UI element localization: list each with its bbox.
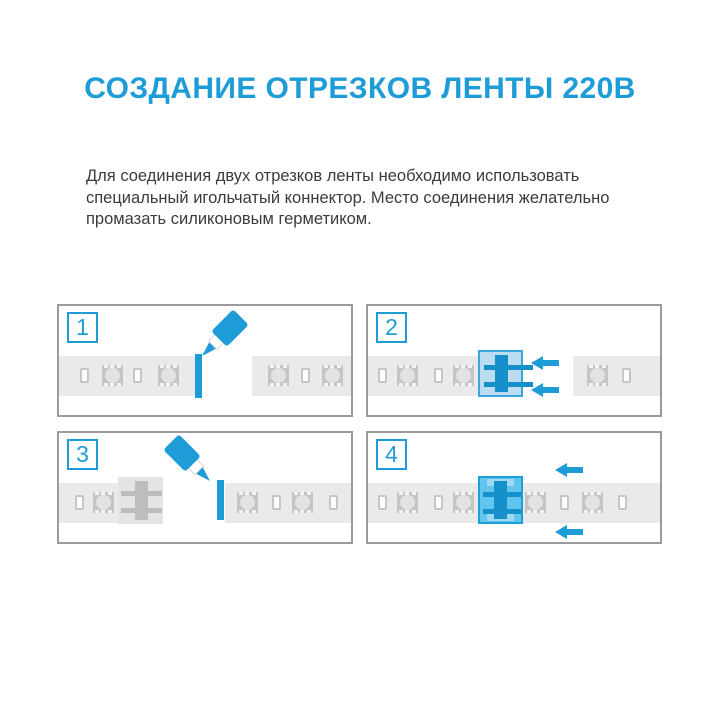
connector-needle (483, 492, 521, 497)
intro-line: Для соединения двух отрезков ленты необходимо использовать (86, 167, 580, 185)
led-chip (158, 365, 179, 386)
step-panel-1 (57, 304, 353, 417)
resistor (272, 495, 281, 510)
resistor (378, 368, 387, 383)
resistor (329, 495, 338, 510)
arrow-left-icon (531, 356, 559, 370)
connector-needle (484, 382, 533, 387)
connector-needle (484, 365, 533, 370)
led-chip (93, 492, 114, 513)
step-number-box (376, 312, 407, 343)
step-number-box (376, 439, 407, 470)
resistor (378, 495, 387, 510)
page-title: СОЗДАНИЕ ОТРЕЗКОВ ЛЕНТЫ 220В (84, 72, 636, 105)
step-panel-2 (366, 304, 662, 417)
resistor (434, 495, 443, 510)
needle-connector-installed (118, 477, 163, 524)
needle-connector (478, 350, 523, 397)
led-chip (587, 365, 608, 386)
led-chip (582, 492, 603, 513)
resistor (434, 368, 443, 383)
led-chip (397, 365, 418, 386)
resistor (301, 368, 310, 383)
led-strip-segment (573, 356, 660, 396)
sealant-stripe (217, 480, 224, 520)
step-number-box (67, 312, 98, 343)
led-strip-segment (225, 483, 351, 523)
led-chip (453, 365, 474, 386)
connector-needle (121, 508, 162, 513)
resistor (618, 495, 627, 510)
step-number: 1 (76, 314, 89, 340)
step-panel-3 (57, 431, 353, 544)
arrow-left-icon (555, 463, 583, 477)
step-number: 2 (385, 314, 398, 340)
resistor (133, 368, 142, 383)
step-number: 4 (385, 441, 398, 467)
intro-text (86, 166, 609, 231)
connector-needle (121, 491, 162, 496)
led-chip (292, 492, 313, 513)
led-chip (453, 492, 474, 513)
connector-body (135, 481, 148, 520)
arrow-left-icon (555, 525, 583, 539)
led-strip-segment (368, 356, 480, 396)
resistor (560, 495, 569, 510)
led-strip-segment (59, 356, 196, 396)
intro-line: промазать силиконовым герметиком. (86, 210, 372, 228)
connector-needle (483, 509, 521, 514)
led-chip (525, 492, 546, 513)
intro-line: специальный игольчатый коннектор. Место соединения желательно (86, 188, 610, 207)
resistor (80, 368, 89, 383)
led-chip (268, 365, 289, 386)
step-number: 3 (76, 441, 89, 467)
arrow-left-icon (531, 383, 559, 397)
glue-tube-icon (189, 304, 259, 374)
step-panel-4 (366, 431, 662, 544)
needle-connector-joined (478, 476, 523, 524)
led-chip (102, 365, 123, 386)
led-chip (322, 365, 343, 386)
led-strip-segment (252, 356, 351, 396)
resistor (622, 368, 631, 383)
resistor (75, 495, 84, 510)
led-chip (237, 492, 258, 513)
led-chip (397, 492, 418, 513)
step-number-box (67, 439, 98, 470)
